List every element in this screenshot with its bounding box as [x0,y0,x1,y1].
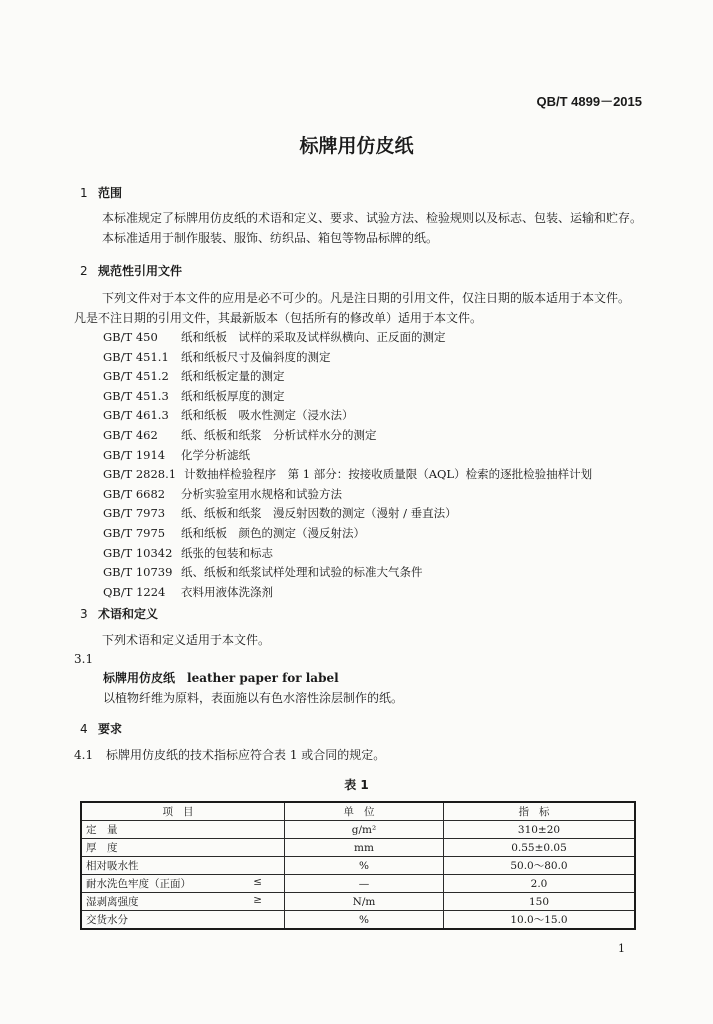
reference-code: GB/T 10739 [103,565,173,580]
cell-item [81,839,285,857]
reference-code: QB/T 1224 [103,584,166,599]
reference-item [103,563,592,583]
reference-code: GB/T 7973 [103,506,166,521]
cell-value: 10.0～15.0 [444,911,636,930]
standard-code: QB/T 4899－2015 [536,94,642,109]
reference-title: 纸和纸板厚度的测定 [181,388,285,403]
reference-title: 纸、纸板和纸浆试样处理和试验的标准大气条件 [181,565,423,580]
cell-value: 150 [444,893,636,911]
requirement-4-1 [74,746,385,763]
reference-item [103,446,592,466]
reference-code: GB/T 7975 [103,525,166,540]
item-name: 湿剥离强度 [86,896,139,908]
cell-value: 0.55±0.05 [444,839,636,857]
cell-unit: — [285,875,444,893]
term-chinese: 标牌用仿皮纸 [103,671,176,685]
reference-item [103,485,592,505]
header-value: 指标 [444,802,636,821]
reference-code: GB/T 6682 [103,486,166,501]
section-1-heading [80,184,122,201]
cell-item [81,875,285,893]
reference-item [103,524,592,544]
reference-title: 纸和纸板 吸水性测定（浸水法） [181,408,354,423]
cell-unit: N/m [285,893,444,911]
reference-item [103,406,592,426]
reference-item [103,465,592,485]
scope-paragraph-2: 本标准适用于制作服装、服饰、纺织品、箱包等物品标牌的纸。 [102,231,439,245]
section-number: 3 [80,607,88,621]
table-row [81,821,635,839]
table-row [81,911,635,930]
item-name: 定 量 [86,824,118,836]
reference-title: 纸和纸板 试样的采取及试样纵横向、正反面的测定 [181,330,446,344]
section-3-heading [80,605,158,622]
cell-unit: g/m² [285,821,444,839]
requirement-number: 4.1 [74,748,94,762]
reference-title: 计数抽样检验程序 第 1 部分：按接收质量限（AQL）检索的逐批检验抽样计划 [184,467,593,482]
term-number: 3.1 [74,652,94,666]
reference-code: GB/T 462 [103,427,158,442]
requirement-text: 标牌用仿皮纸的技术指标应符合表 1 或合同的规定。 [106,748,386,762]
table-header-row [81,802,635,821]
reference-title: 分析实验室用水规格和试验方法 [181,486,342,501]
cell-unit: % [285,857,444,875]
section-title: 范围 [98,186,123,200]
reference-title: 纸、纸板和纸浆 漫反射因数的测定（漫射 / 垂直法） [181,506,457,521]
reference-item [103,387,592,407]
reference-item [103,504,592,524]
cell-unit: mm [285,839,444,857]
item-name: 耐水洗色牢度（正面） [86,878,191,890]
cell-value: 310±20 [444,821,636,839]
refs-intro [74,288,648,328]
cell-unit: % [285,911,444,930]
reference-code: GB/T 450 [103,330,158,344]
cell-item [81,911,285,930]
reference-item [103,426,592,446]
table-row [81,857,635,875]
reference-title: 化学分析滤纸 [181,447,250,462]
reference-item [103,583,592,603]
reference-item [103,544,592,564]
section-number: 1 [80,186,88,200]
terms-intro-text: 下列术语和定义适用于本文件。 [102,633,271,647]
document-title: 标牌用仿皮纸 [299,135,414,157]
header-unit: 单位 [285,802,444,821]
section-title: 要求 [98,722,123,736]
reference-item [103,367,592,387]
reference-code: GB/T 451.3 [103,388,169,403]
reference-item [103,348,592,368]
item-name: 交货水分 [86,914,128,926]
reference-code: GB/T 1914 [103,447,166,462]
term-english: leather paper for label [187,671,339,685]
reference-item [103,328,592,348]
reference-title: 纸和纸板 颜色的测定（漫反射法） [181,525,365,540]
item-comparator: ≤ [253,876,262,888]
table-row [81,875,635,893]
reference-title: 纸张的包装和标志 [181,545,273,560]
reference-code: GB/T 461.3 [103,408,169,423]
scope-paragraph-1: 本标准规定了标牌用仿皮纸的术语和定义、要求、试验方法、检验规则以及标志、包装、运输和贮存。 [102,211,643,225]
reference-code: GB/T 451.2 [103,369,169,384]
section-number: 4 [80,722,88,736]
cell-value: 2.0 [444,875,636,893]
header-item: 项目 [81,802,285,821]
cell-item [81,893,285,911]
spec-table [80,801,636,930]
scope-text [88,208,648,248]
page-number: 1 [618,942,625,955]
refs-intro-line-2: 凡是不注日期的引用文件，其最新版本（包括所有的修改单）适用于本文件。 [74,311,483,325]
cell-item [81,857,285,875]
reference-code: GB/T 10342 [103,545,173,560]
item-comparator: ≥ [253,894,262,906]
cell-item [81,821,285,839]
terms-intro [88,630,648,650]
section-2-heading [80,262,182,279]
section-4-heading [80,720,122,737]
reference-title: 纸和纸板定量的测定 [181,369,285,384]
reference-title: 纸、纸板和纸浆 分析试样水分的测定 [181,427,377,442]
reference-code: GB/T 451.1 [103,349,169,364]
term-line [103,669,339,686]
cell-value: 50.0～80.0 [444,857,636,875]
reference-title: 衣料用液体洗涤剂 [181,584,273,599]
section-title: 规范性引用文件 [98,264,183,278]
item-name: 厚 度 [86,842,118,854]
reference-title: 纸和纸板尺寸及偏斜度的测定 [181,349,331,364]
table-caption: 表 1 [344,778,369,792]
section-title: 术语和定义 [98,607,159,621]
table-row [81,839,635,857]
refs-intro-line-1: 下列文件对于本文件的应用是必不可少的。凡是注日期的引用文件，仅注日期的版本适用于本文件。 [102,291,631,305]
item-name: 相对吸水性 [86,860,139,872]
reference-list [103,328,592,602]
reference-code: GB/T 2828.1 [103,467,177,482]
table-row [81,893,635,911]
term-definition: 以植物纤维为原料，表面施以有色水溶性涂层制作的纸。 [103,691,404,705]
section-number: 2 [80,264,88,278]
